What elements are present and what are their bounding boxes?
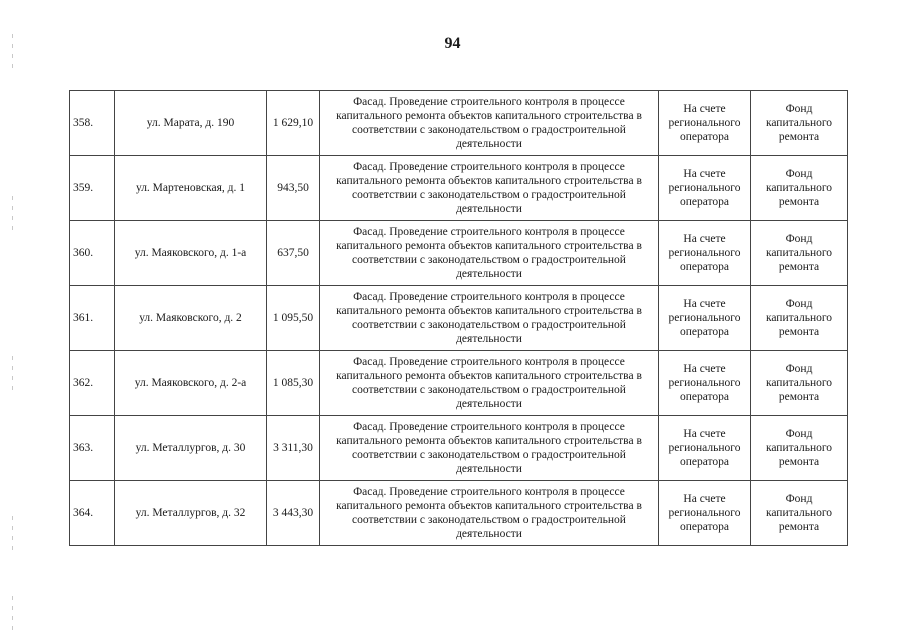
repair-program-table <box>69 90 848 546</box>
work-description-cell: Фасад. Проведение строительного контроля в процессе капитального ремонта объектов капитального строительства в соответствии с законодательством о градостроительной деятельности <box>320 416 659 481</box>
account-cell: На счете регионального оператора <box>659 416 751 481</box>
account-cell: На счете регионального оператора <box>659 156 751 221</box>
work-description-cell: Фасад. Проведение строительного контроля в процессе капитального ремонта объектов капитального строительства в соответствии с законодательством о градостроительной деятельности <box>320 221 659 286</box>
address-cell: ул. Маяковского, д. 2 <box>115 286 267 351</box>
table-row <box>70 91 848 156</box>
table-row <box>70 221 848 286</box>
row-number: 364. <box>70 481 115 546</box>
address-cell: ул. Металлургов, д. 30 <box>115 416 267 481</box>
table-row <box>70 351 848 416</box>
funding-source-cell: Фонд капитального ремонта <box>751 221 848 286</box>
funding-source-cell: Фонд капитального ремонта <box>751 156 848 221</box>
work-description-cell: Фасад. Проведение строительного контроля в процессе капитального ремонта объектов капитального строительства в соответствии с законодательством о градостроительной деятельности <box>320 286 659 351</box>
work-description-cell: Фасад. Проведение строительного контроля в процессе капитального ремонта объектов капитального строительства в соответствии с законодательством о градостроительной деятельности <box>320 91 659 156</box>
area-cell: 3 443,30 <box>267 481 320 546</box>
account-cell: На счете регионального оператора <box>659 481 751 546</box>
area-cell: 3 311,30 <box>267 416 320 481</box>
table-row <box>70 286 848 351</box>
table-row <box>70 156 848 221</box>
address-cell: ул. Марата, д. 190 <box>115 91 267 156</box>
funding-source-cell: Фонд капитального ремонта <box>751 286 848 351</box>
work-description-cell: Фасад. Проведение строительного контроля в процессе капитального ремонта объектов капитального строительства в соответствии с законодательством о градостроительной деятельности <box>320 481 659 546</box>
table-row <box>70 481 848 546</box>
area-cell: 637,50 <box>267 221 320 286</box>
address-cell: ул. Маяковского, д. 1-а <box>115 221 267 286</box>
row-number: 361. <box>70 286 115 351</box>
row-number: 362. <box>70 351 115 416</box>
area-cell: 1 085,30 <box>267 351 320 416</box>
funding-source-cell: Фонд капитального ремонта <box>751 481 848 546</box>
work-description-cell: Фасад. Проведение строительного контроля в процессе капитального ремонта объектов капитального строительства в соответствии с законодательством о градостроительной деятельности <box>320 156 659 221</box>
scan-margin-marks <box>12 0 14 640</box>
row-number: 360. <box>70 221 115 286</box>
area-cell: 943,50 <box>267 156 320 221</box>
address-cell: ул. Маяковского, д. 2-а <box>115 351 267 416</box>
funding-source-cell: Фонд капитального ремонта <box>751 416 848 481</box>
work-description-cell: Фасад. Проведение строительного контроля в процессе капитального ремонта объектов капитального строительства в соответствии с законодательством о градостроительной деятельности <box>320 351 659 416</box>
account-cell: На счете регионального оператора <box>659 221 751 286</box>
area-cell: 1 095,50 <box>267 286 320 351</box>
area-cell: 1 629,10 <box>267 91 320 156</box>
table-body <box>70 91 848 546</box>
account-cell: На счете регионального оператора <box>659 351 751 416</box>
funding-source-cell: Фонд капитального ремонта <box>751 91 848 156</box>
table-row <box>70 416 848 481</box>
address-cell: ул. Мартеновская, д. 1 <box>115 156 267 221</box>
page-number: 94 <box>444 35 461 52</box>
funding-source-cell: Фонд капитального ремонта <box>751 351 848 416</box>
account-cell: На счете регионального оператора <box>659 91 751 156</box>
row-number: 359. <box>70 156 115 221</box>
address-cell: ул. Металлургов, д. 32 <box>115 481 267 546</box>
row-number: 363. <box>70 416 115 481</box>
row-number: 358. <box>70 91 115 156</box>
account-cell: На счете регионального оператора <box>659 286 751 351</box>
